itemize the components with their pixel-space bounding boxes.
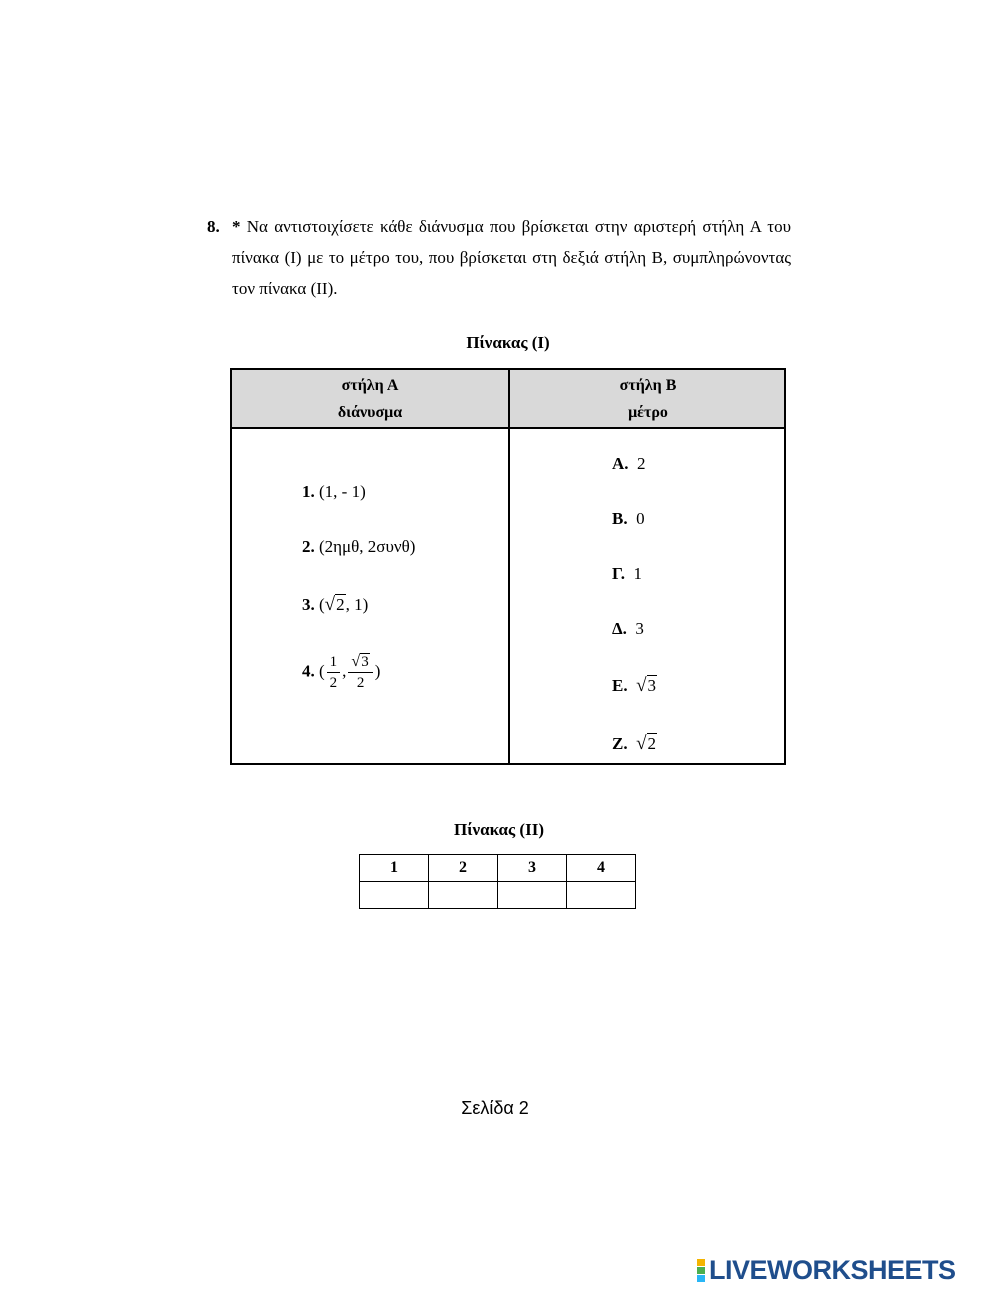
question-number: 8. [207,217,220,236]
sqrt-symbol: √2 [636,733,657,754]
star-marker: * [232,217,241,236]
table2-caption: Πίνακας (ΙΙ) [454,820,544,839]
answer-cell-3[interactable] [498,882,567,909]
answer-cell-4[interactable] [567,882,636,909]
vector-item-4: 4. ( $\frac{1}{2}$ , $\frac{√3}{2}$ ) [302,653,381,691]
answer-header-3: 3 [498,855,567,882]
answer-header-1: 1 [360,855,429,882]
liveworksheets-logo[interactable] [697,1253,956,1287]
measure-item-b: Β. 0 [612,509,645,528]
vector-item-3: 3. (√2, 1) [302,594,369,615]
measure-item-d: Δ. 3 [612,619,644,638]
answer-table [359,854,636,909]
answer-cell-1[interactable] [360,882,429,909]
sqrt-symbol: √2 [324,594,345,615]
answer-cell-2[interactable] [429,882,498,909]
brand-name: LIVEWORKSHEETS [709,1254,956,1285]
column-a-header: στήλη Α διάνυσμα [337,377,403,421]
matching-table [230,368,786,765]
table1-caption: Πίνακας (Ι) [466,333,550,352]
measure-item-g: Γ. 1 [612,564,643,583]
vector-item-1: 1. (1, - 1) [302,482,366,501]
question-text: Να αντιστοιχίσετε κάθε διάνυσμα που βρίσκεται στην αριστερή στήλη Α του πίνακα (Ι) με το μέτρο του, που βρίσκεται στη δεξιά στήλη Β, συμπληρώνοντας τον πίνακα (ΙΙ). [232,217,792,298]
fraction: $\frac{1}{2}$ [327,652,341,693]
measure-item-z: Ζ. √2 [612,733,657,754]
logo-blocks-icon [697,1259,705,1282]
vector-item-2: 2. (2ημθ, 2συνθ) [302,537,416,556]
measure-item-a: Α. 2 [612,454,646,473]
measure-item-e: Ε. √3 [612,675,657,696]
answer-header-2: 2 [429,855,498,882]
question-8 [207,211,791,304]
answer-header-4: 4 [567,855,636,882]
sqrt-symbol: √3 [636,675,657,696]
page-number: Σελίδα 2 [461,1098,529,1118]
answer-input-row [360,882,636,909]
answer-header-row [360,855,636,882]
fraction: $\frac{√3}{2}$ [348,652,372,693]
column-b-header: στήλη Β μέτρο [619,377,677,421]
